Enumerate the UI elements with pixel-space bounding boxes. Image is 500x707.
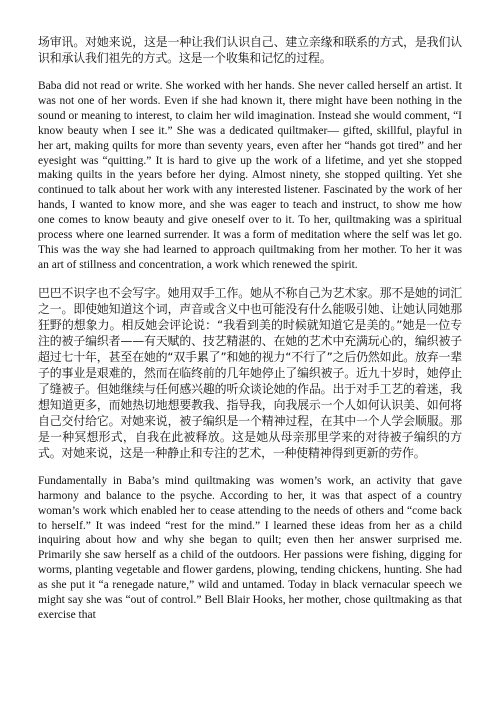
- paragraph-en-1: Baba did not read or write. She worked with her hands. She never called herself an artist. It was not one of her words. Even if she had known it, there might have been nothing in the sound or meaning to interest, to claim her wild imagination. Instead she would comment, “I know beauty when I see it.” She was a dedicated quiltmaker— gifted, skillful, playful in her art, making quilts for more than seventy years, even after her “hands got tired” and her eyesight was “quitting.” It is hard to give up the work of a lifetime, and yet she stopped making quilts in the years before her dying. Almost ninety, she stopped quilting. Yet she continued to talk about her work with any interested listener. Fascinated by the work of her hands, I wanted to know more, and she was eager to teach and instruct, to show me how one comes to know beauty and give oneself over to it. To her, quiltmaking was a spiritual process where one learned surrender. It was a form of meditation where the self was let go. This was the way she had learned to approach quiltmaking from her mother. To her it was an art of stillness and concentration, a work which renewed the spirit.: [38, 80, 462, 271]
- document-page: [38, 34, 462, 635]
- paragraph-zh-2: 巴巴不识字也不会写字。她用双手工作。她从不称自己为艺术家。那不是她的词汇之一。即使她知道这个词，声音或含义中也可能没有什么能吸引她、让她认同她那狂野的想象力。相反她会评论说：“我看到美的时候就知道它是美的。”她是一位专注的被子编织者——有天赋的、技艺精湛的、在她的艺术中充满玩心的，编织被子超过七十年，甚至在她的“双手累了”和她的视力“不行了”之后仍然如此。放弃一辈子的事业是艰难的，然而在临终前的几年她停止了编织被子。近九十岁时，她停止了缝被子。但她继续与任何感兴趣的听众谈论她的作品。出于对手工艺的着迷，我想知道更多，而她热切地想要教我、指导我，向我展示一个人如何认识美、如何将自己交付给它。对她来说，被子编织是一个精神过程，在其中一个人学会顺服。那是一种冥想形式，自我在此被释放。这是她从母亲那里学来的对待被子编织的方式。对她来说，这是一种静止和专注的艺术，一种使精神得到更新的劳作。: [38, 285, 462, 460]
- paragraph-zh-1: 场审讯。对她来说，这是一种让我们认识自己、建立亲缘和联系的方式，是我们认识和承认我们祖先的方式。这是一个收集和记忆的过程。: [38, 35, 462, 65]
- paragraph-en-2: Fundamentally in Baba’s mind quiltmaking was women’s work, an activity that gave harmony and balance to the psyche. According to her, it was that aspect of a country woman’s work which enabled her to cease attending to the needs of others and “come back to herself.” It was indeed “rest for the mind.” I learned these ideas from her as a child inquiring about how and why she began to quilt; even then her answer surprised me. Primarily she saw herself as a child of the outdoors. Her passions were fishing, digging for worms, planting vegetable and flower gardens, plowing, tending chickens, hunting. She had as she put it “a renegade nature,” wild and untamed. Today in black vernacular speech we might say she was “out of control.” Bell Blair Hooks, her mother, chose quiltmaking as that exercise that: [38, 474, 462, 621]
